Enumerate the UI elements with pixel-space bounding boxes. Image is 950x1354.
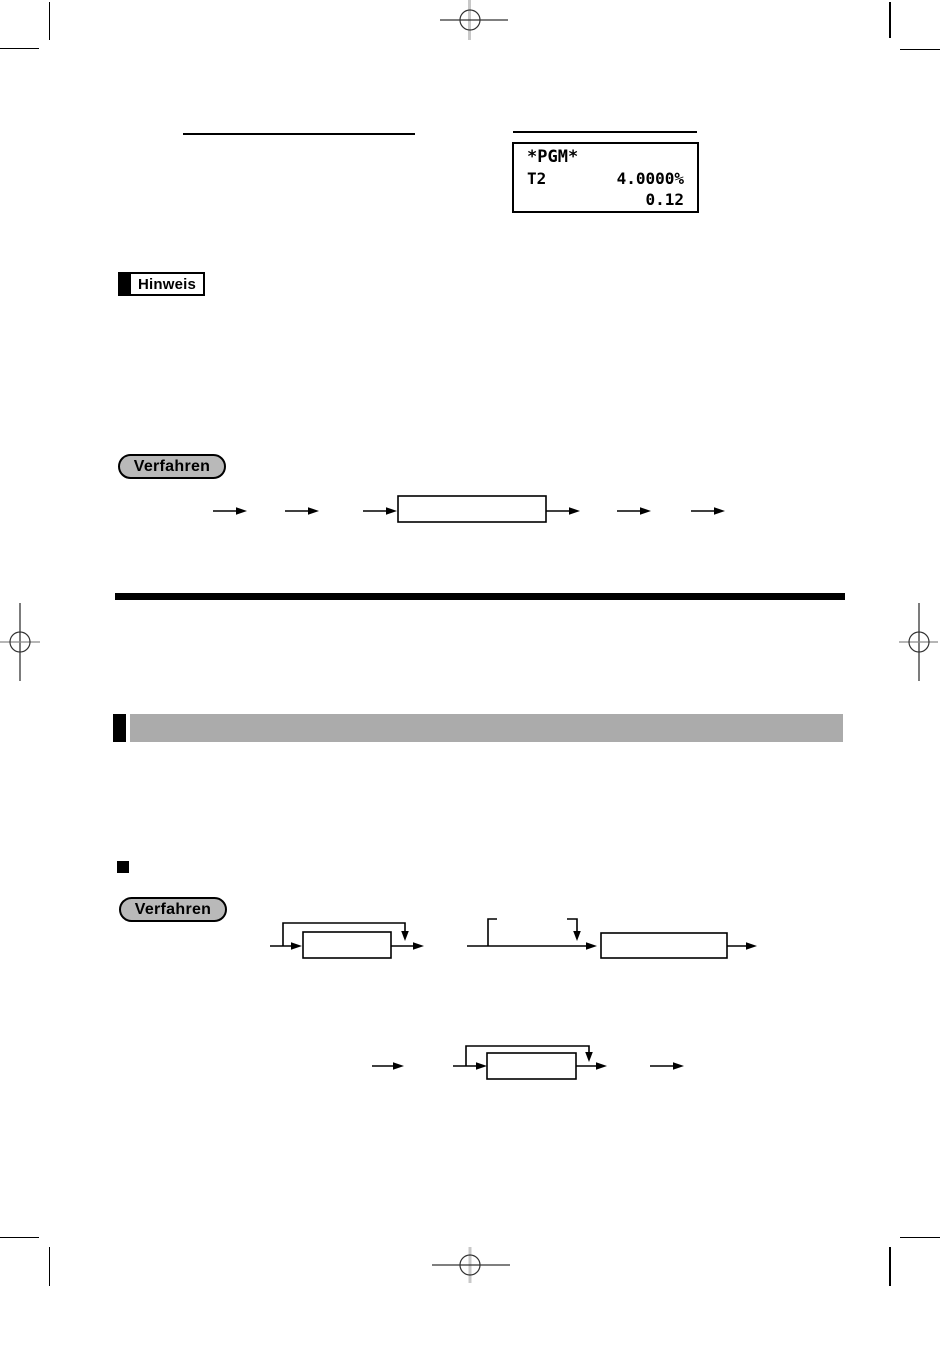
display-mode-indicator: *PGM* (527, 147, 579, 167)
register-display (512, 142, 699, 213)
flow-arrow-icon (285, 507, 319, 515)
flow-arrow-icon (363, 507, 397, 515)
crop-mark-bottom-left-horizontal-icon (0, 1237, 39, 1239)
optional-bracket-close-arrow-icon (567, 919, 581, 941)
flow-arrow-icon (727, 942, 757, 950)
flow-arrow-icon (213, 507, 247, 515)
crop-mark-top-right-vertical-icon (889, 2, 891, 38)
crop-mark-bottom-left-vertical-icon (49, 1247, 51, 1286)
flow-arrow-icon (650, 1062, 684, 1070)
section-heading-bar (130, 714, 843, 742)
flow-diagram-1 (200, 488, 740, 534)
flow-arrow-icon (467, 942, 597, 950)
flow-arrow-icon (691, 507, 725, 515)
key-placeholder-box (398, 496, 546, 522)
display-tax-amount: 0.12 (645, 190, 684, 209)
procedure-pill-2-label: Verfahren (134, 900, 212, 918)
key-placeholder-box (487, 1053, 576, 1079)
crop-mark-bottom-right-horizontal-icon (900, 1237, 940, 1239)
crop-mark-bottom-right-vertical-icon (889, 1247, 891, 1286)
flow-arrow-icon (453, 1062, 487, 1070)
procedure-pill-1-label: Verfahren (133, 457, 211, 475)
header-rule-left (183, 133, 415, 135)
display-tax-rate: 4.0000% (616, 169, 684, 188)
registration-mark-right-icon (895, 600, 950, 690)
section-heading-marker (113, 714, 126, 742)
note-label-text: Hinweis (131, 272, 205, 296)
crop-mark-top-right-horizontal-icon (900, 49, 940, 51)
flow-arrow-icon (546, 507, 580, 515)
key-placeholder-box (601, 933, 727, 958)
header-rule-right (513, 131, 697, 133)
flow-diagram-2-left (260, 915, 435, 965)
section-divider-rule (115, 593, 845, 600)
flow-arrow-icon (576, 1062, 607, 1070)
registration-mark-left-icon (0, 600, 46, 690)
crop-mark-top-left-horizontal-icon (0, 48, 39, 50)
note-label (118, 272, 205, 296)
flow-arrow-icon (270, 942, 302, 950)
flow-diagram-3 (360, 1040, 690, 1086)
flow-arrow-icon (391, 942, 424, 950)
procedure-pill-1 (118, 454, 226, 479)
registration-mark-top-center-icon (430, 0, 520, 45)
note-label-marker (118, 272, 131, 296)
crop-mark-top-left-vertical-icon (49, 2, 51, 40)
flow-arrow-icon (617, 507, 651, 515)
flow-diagram-2-right (460, 915, 770, 965)
subsection-marker (117, 861, 129, 873)
flow-arrow-icon (372, 1062, 404, 1070)
registration-mark-bottom-center-icon (425, 1243, 520, 1288)
key-placeholder-box (303, 932, 391, 958)
optional-bracket-open-icon (488, 919, 497, 946)
procedure-pill-2 (119, 897, 227, 922)
display-tax-label: T2 (527, 169, 547, 188)
